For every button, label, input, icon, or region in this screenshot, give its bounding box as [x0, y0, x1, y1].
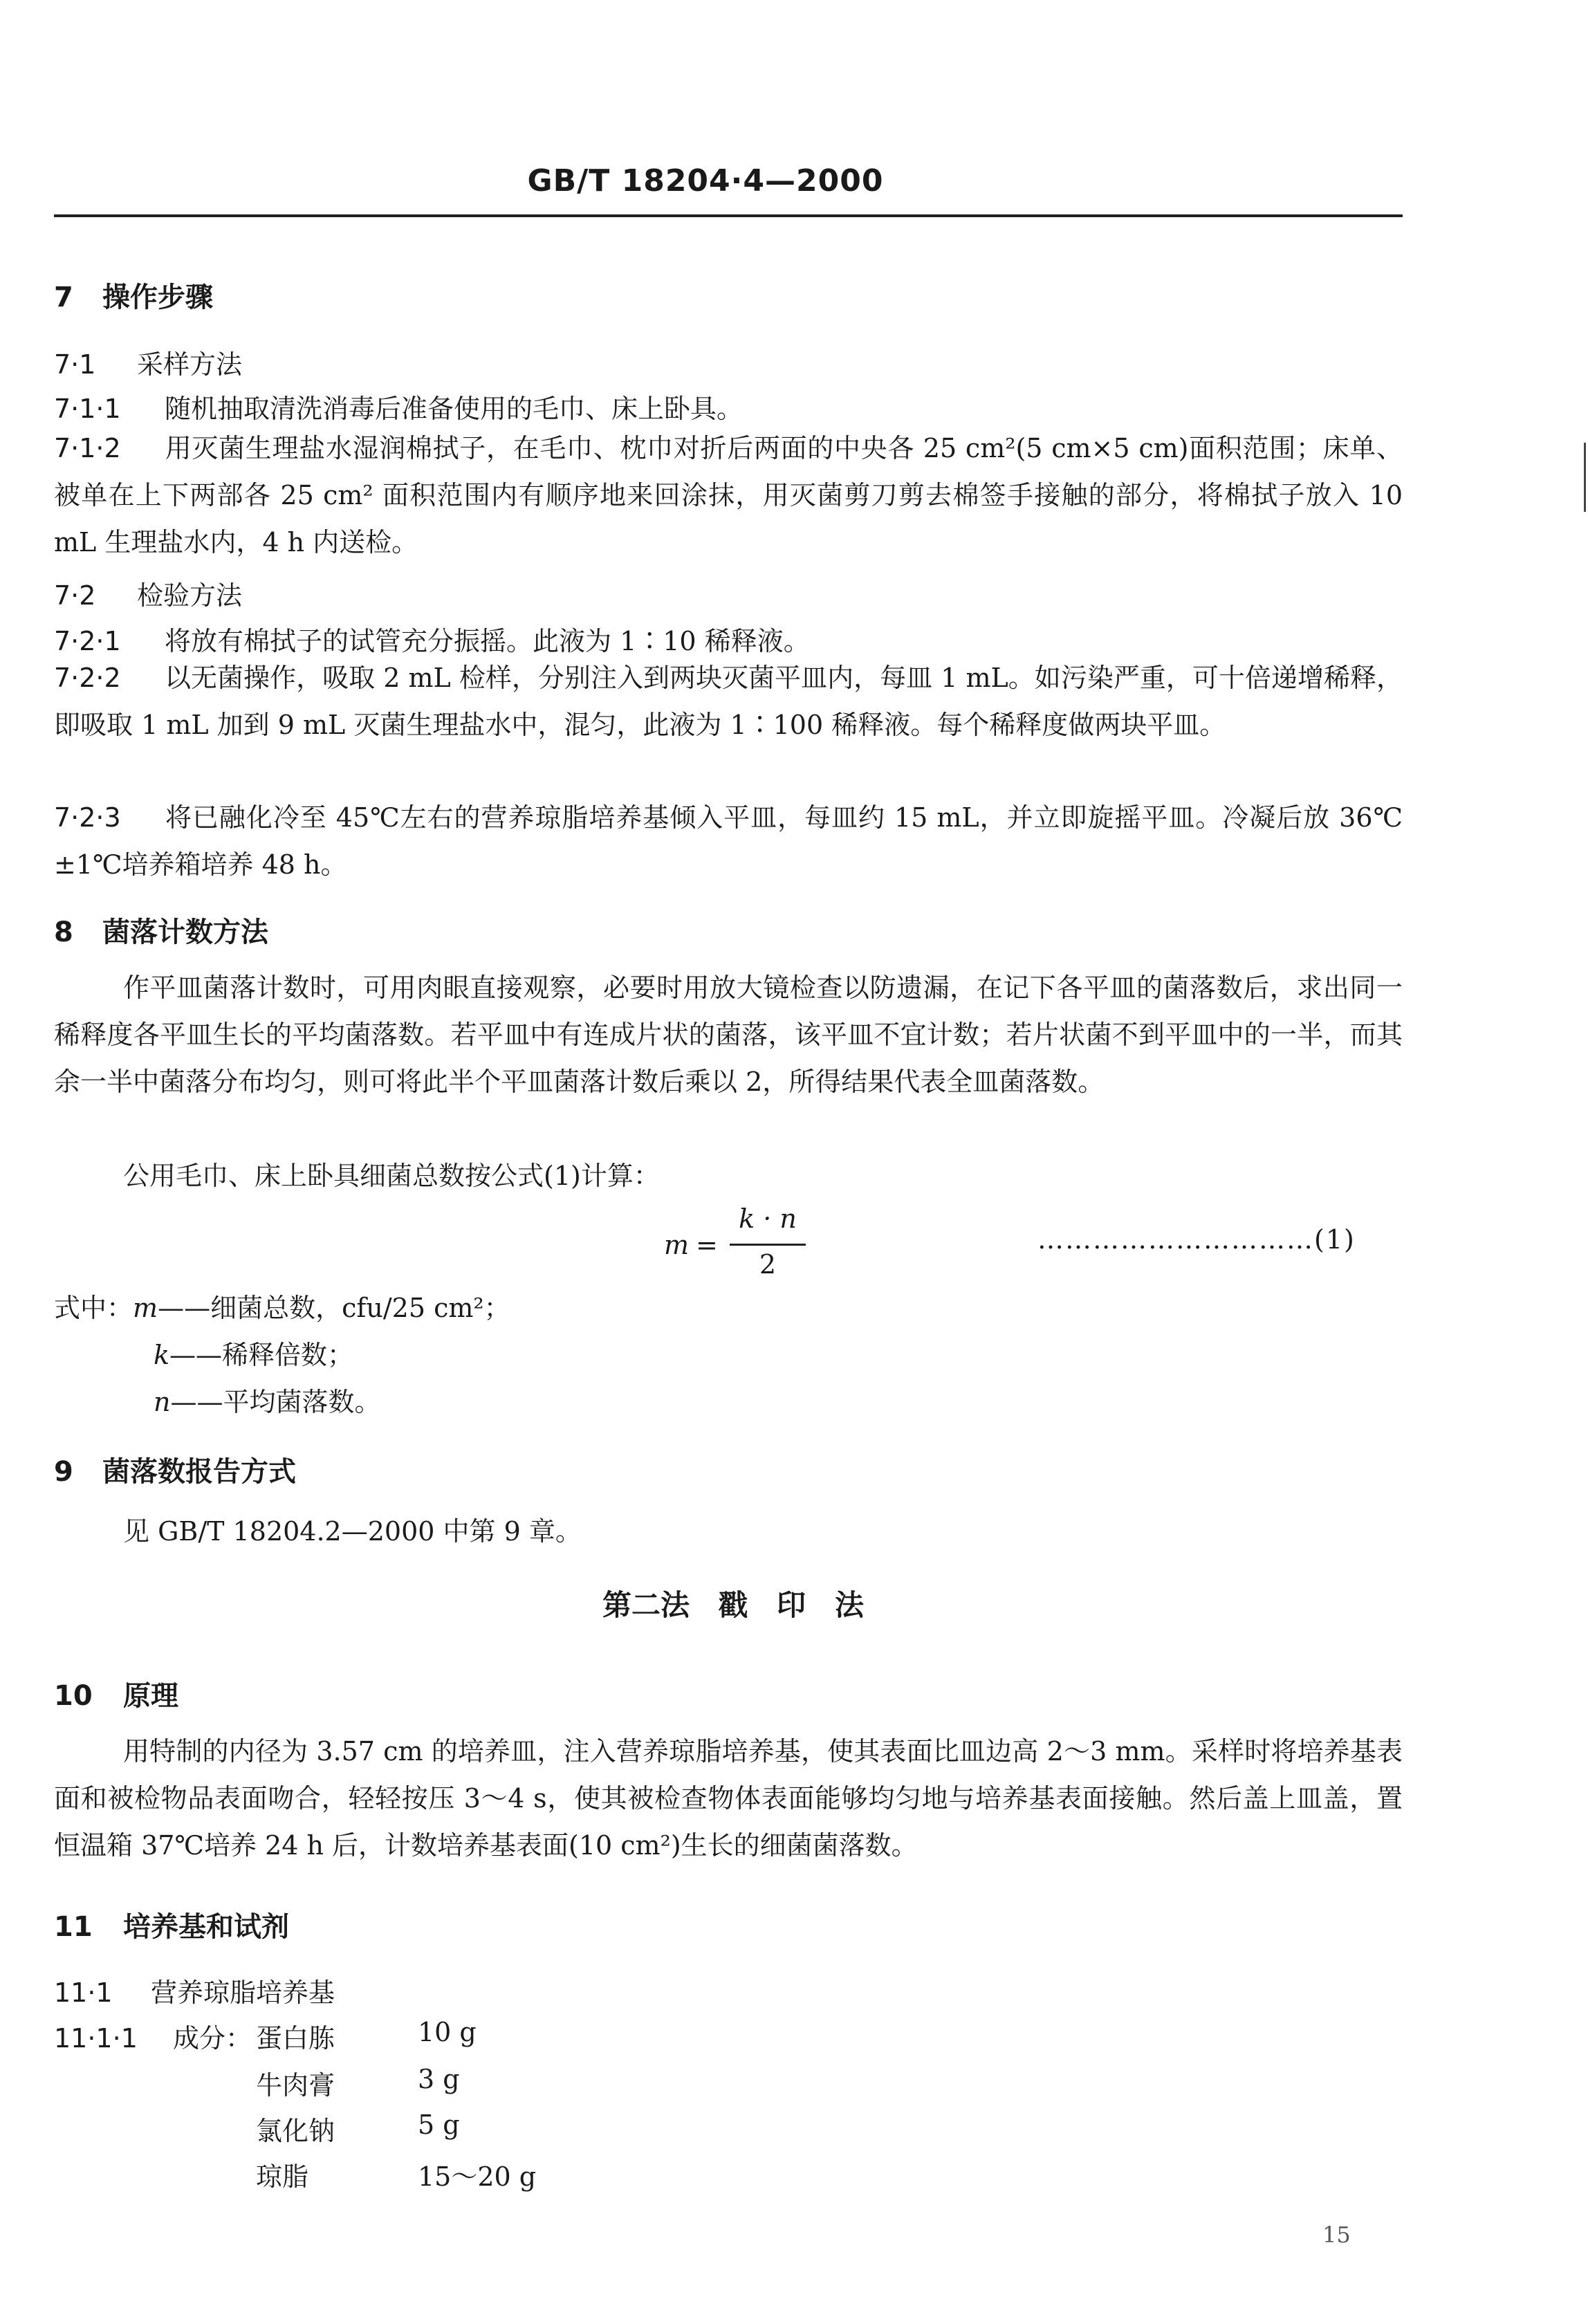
where-label: 式中：: [54, 1293, 133, 1323]
clause-text: 营养琼脂培养基: [151, 1977, 335, 2008]
formula-1: [664, 1204, 837, 1286]
clause-text: 将已融化冷至 45℃左右的营养琼脂培养基倾入平皿，每皿约 15 mL，并立即旋摇平皿。冷凝后放 36℃±1℃培养箱培养 48 h。: [54, 802, 1403, 880]
section-9-paragraph: 见 GB/T 18204.2—2000 中第 9 章。: [123, 1516, 582, 1547]
formula-lhs: m: [664, 1230, 690, 1260]
section-number: 9: [54, 1456, 73, 1488]
clause-11-1-1: [54, 2017, 252, 2055]
section-9-heading: [54, 1450, 296, 1489]
ingredient-amount: 3 g: [418, 2064, 460, 2094]
ingredient-name: 琼脂: [256, 2161, 309, 2192]
section-8-heading: [54, 910, 268, 950]
where-n: [154, 1381, 381, 1419]
header-rule: [54, 214, 1403, 217]
clause-7-1-1: [54, 387, 743, 425]
ingredient-name: 氯化钠: [256, 2116, 335, 2146]
clause-7-1-2: [54, 425, 1403, 566]
clause-7-2: [54, 574, 242, 612]
formula-number: …………………………(1): [1037, 1224, 1356, 1255]
symbol-k-description: ——稀释倍数；: [169, 1340, 354, 1370]
clause-number: 11·1·1: [54, 2023, 138, 2054]
symbol-m: m: [133, 1293, 158, 1323]
clause-number: 7·2·1: [54, 626, 121, 656]
clause-number: 7·1·2: [54, 433, 121, 463]
section-number: 8: [54, 916, 73, 948]
clause-text: 随机抽取清洗消毒后准备使用的毛巾、床上卧具。: [165, 394, 744, 424]
page-number: 15: [1322, 2222, 1351, 2248]
symbol-k: k: [154, 1340, 170, 1370]
section-7-heading: [54, 275, 213, 315]
section-title: 原理: [123, 1680, 178, 1712]
ingredient-name: 蛋白胨: [256, 2023, 335, 2054]
clause-number: 7·1: [54, 349, 96, 380]
section-8-paragraph: 作平皿菌落计数时，可用肉眼直接观察，必要时用放大镜检查以防遗漏，在记下各平皿的菌落数后，求出同一稀释度各平皿生长的平均菌落数。若平皿中有连成片状的菌落，该平皿不宜计数；若片状菌不到平皿中的一半，而其余一半中菌落分布均匀，则可将此半个平皿菌落计数后乘以 2，所得结果代表全皿菌落数。: [54, 972, 1403, 1097]
section-title: 菌落计数方法: [102, 916, 268, 948]
section-11-heading: [54, 1905, 289, 1944]
clause-number: 7·1·1: [54, 394, 121, 424]
symbol-n: n: [154, 1387, 171, 1417]
clause-number: 7·2·2: [54, 663, 121, 693]
clause-text: 以无菌操作，吸取 2 mL 检样，分别注入到两块灭菌平皿内，每皿 1 mL。如污染严重，可十倍递增稀释，即吸取 1 mL 加到 9 mL 灭菌生理盐水中，混匀，此液为 1∶100 稀释液。每个稀释度做两块平皿。: [54, 663, 1403, 740]
clause-7-2-3: [54, 794, 1403, 888]
section-title: 操作步骤: [102, 282, 213, 313]
symbol-m-description: ——细菌总数，cfu/25 cm²；: [158, 1293, 510, 1323]
section-number: 11: [54, 1911, 93, 1943]
clause-text: 检验方法: [137, 580, 243, 611]
clause-11-1: [54, 1971, 335, 2009]
where-k: [154, 1334, 353, 1372]
clause-7-2-2: [54, 654, 1403, 748]
formula-denominator: 2: [759, 1249, 777, 1280]
scan-margin-mark: [1584, 443, 1586, 512]
formula-equals: =: [696, 1230, 718, 1260]
clause-text: 用灭菌生理盐水湿润棉拭子，在毛巾、枕巾对折后两面的中央各 25 cm²(5 cm×5 cm)面积范围；床单、被单在上下两部各 25 cm² 面积范围内有顺序地来回涂抹，用灭菌剪刀剪去棉签手接触的部分，将棉拭子放入 10 mL 生理盐水内，4 h 内送检。: [54, 433, 1403, 557]
symbol-n-description: ——平均菌落数。: [170, 1387, 381, 1417]
clause-text: 采样方法: [137, 349, 243, 380]
clause-text: 将放有棉拭子的试管充分振摇。此液为 1∶10 稀释液。: [165, 626, 810, 656]
section-number: 7: [54, 282, 73, 313]
clause-number: 7·2: [54, 580, 96, 611]
section-10-heading: [54, 1674, 178, 1713]
clause-number: 7·2·3: [54, 802, 121, 833]
ingredients-label: 成分：: [173, 2023, 252, 2054]
ingredient-amount: 10 g: [418, 2017, 477, 2047]
ingredient-name: 牛肉膏: [256, 2070, 335, 2101]
formula-intro: 公用毛巾、床上卧具细菌总数按公式(1)计算：: [123, 1161, 660, 1191]
clause-7-2-1: [54, 620, 810, 658]
standard-number: GB/T 18204·4—2000: [527, 163, 884, 199]
where-m: [54, 1286, 510, 1325]
section-number: 10: [54, 1680, 93, 1712]
formula-numerator: k · n: [739, 1204, 797, 1234]
section-10-paragraph: 用特制的内径为 3.57 cm 的培养皿，注入营养琼脂培养基，使其表面比皿边高 2～3 mm。采样时将培养基表面和被检物品表面吻合，轻轻按压 3～4 s，使其被检查物体表面能够均匀地与培养基表面接触。然后盖上皿盖，置恒温箱 37℃培养 24 h 后，计数培养基表面(10 cm²)生长的细菌菌落数。: [54, 1736, 1403, 1861]
clause-number: 11·1: [54, 1977, 113, 2008]
ingredient-amount: 5 g: [418, 2110, 460, 2140]
section-title: 菌落数报告方式: [102, 1456, 296, 1488]
ingredient-amount: 15～20 g: [418, 2161, 537, 2192]
clause-7-1: [54, 343, 242, 381]
fraction-bar: [730, 1244, 806, 1246]
section-title: 培养基和试剂: [123, 1911, 289, 1943]
method-2-title: 第二法 戳 印 法: [602, 1588, 864, 1622]
